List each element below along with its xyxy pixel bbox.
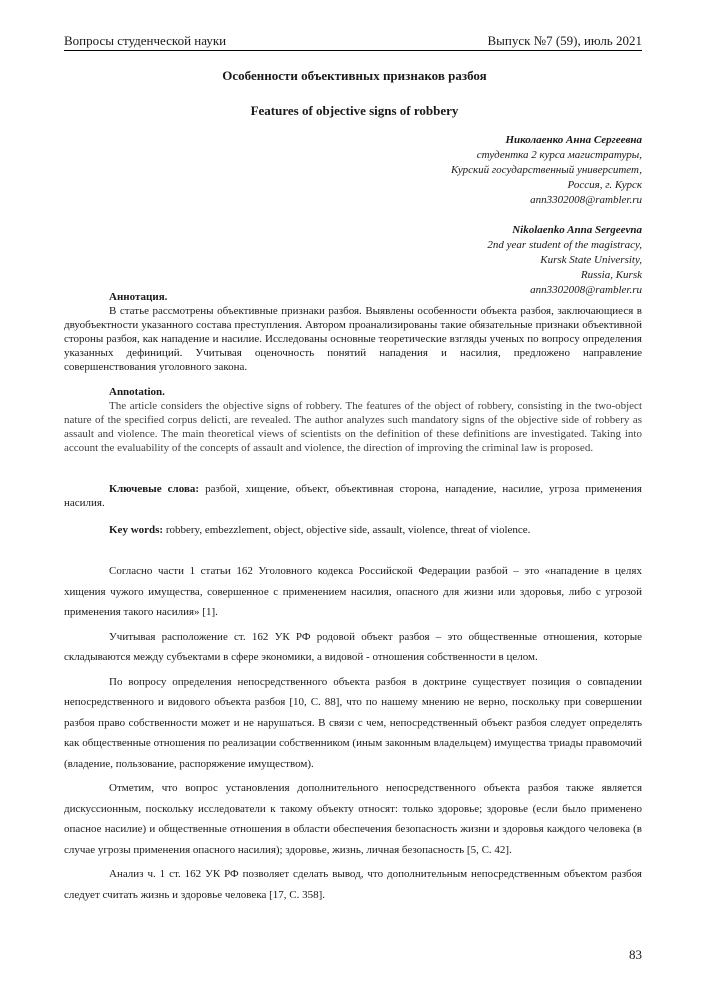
issue-info: Выпуск №7 (59), июль 2021: [487, 33, 642, 48]
author-block-ru: [451, 133, 642, 208]
abstract-en: [64, 385, 642, 455]
article-body: [64, 561, 642, 909]
abstract-heading-en: Annotation.: [109, 386, 165, 398]
keywords-text-ru: разбой, хищение, объект, объективная сторона, нападение, насилие, угроза применения насилия.: [64, 483, 642, 509]
keywords-ru: [64, 482, 642, 510]
article-title-ru: Особенности объективных признаков разбоя: [222, 68, 487, 83]
author-name-en: Nikolaenko Anna Sergeevna: [512, 224, 642, 236]
abstract-ru: [64, 290, 642, 374]
keywords-text-en: robbery, embezzlement, object, objective side, assault, violence, threat of violence.: [163, 524, 531, 536]
article-title-en: Features of objective signs of robbery: [250, 103, 459, 118]
running-header: [64, 33, 642, 51]
body-paragraph: По вопросу определения непосредственного объекта разбоя в доктрине существует позиция о совпадении непосредственного и видового объекта разбоя [10, С. 88], что по нашему мнению не верно, поскольку при совершении разбоя право собственности может и не нарушаться. В связи с чем, непосредственный объект разбоя следует определять как общественные отношения по реализации собственником (иным законным владельцем) имущества триады правомочий (владение, пользование, распоряжение имуществом).: [64, 675, 642, 770]
author-name-ru: Николаенко Анна Сергеевна: [505, 134, 642, 146]
body-paragraph: Согласно части 1 статьи 162 Уголовного кодекса Российской Федерации разбой – это «нападение в целях хищения чужого имущества, совершенное с применением насилия, опасного для жизни или здоровья, либо с угрозой применения такого насилия» [1].: [64, 565, 642, 618]
author-position-ru: студентка 2 курса магистратуры,: [476, 149, 642, 161]
keywords-label-ru: Ключевые слова:: [109, 483, 200, 495]
abstract-heading-ru: Аннотация.: [109, 291, 168, 303]
abstract-text-en: The article considers the objective signs of robbery. The features of the object of robbery, consisting in the two-object nature of the specified corpus delicti, are revealed. The author analyzes such mandatory signs of the objective side of robbery as assault and violence. The main theoretical views of scientists on the definition of these definitions are investigated. Taking into account the evaluability of the concepts of assault and violence, the direction of improving the criminal law is proposed.: [64, 400, 642, 454]
body-paragraph: Отметим, что вопрос установления дополнительного непосредственного объекта разбоя также является дискуссионным, поскольку исследователи к такому объекту относят: только здоровье; здоровье (если было применено опасное насилие) и общественные отношения в области обеспечения безопасность жизни и здоровья каждого человека (в случае угрозы применения опасного насилия); здоровье, жизнь, личная безопасность [5, С. 42].: [64, 782, 642, 856]
author-position-en: 2nd year student of the magistracy,: [487, 239, 642, 251]
body-paragraph: Учитывая расположение ст. 162 УК РФ родовой объект разбоя – это общественные отношения, которые складываются между субъектами в сфере экономики, а видовой - отношения собственности в целом.: [64, 630, 642, 663]
author-email-en: ann3302008@rambler.ru: [530, 284, 642, 296]
author-block-en: [487, 223, 642, 298]
journal-title: Вопросы студенческой науки: [64, 33, 227, 48]
page-number: 83: [629, 947, 642, 962]
body-paragraph: Анализ ч. 1 ст. 162 УК РФ позволяет сделать вывод, что дополнительным непосредственным объектом разбоя следует считать жизнь и здоровье человека [17, С. 358].: [64, 868, 642, 901]
author-email-ru: ann3302008@rambler.ru: [530, 194, 642, 206]
abstract-text-ru: В статье рассмотрены объективные признаки разбоя. Выявлены особенности объекта разбоя, заключающиеся в двуобъектности указанного состава преступления. Автором проанализированы такие обязательные признаки объективной стороны разбоя, как нападение и насилие. Исследованы основные теоретические взгляды ученых по вопросу определения указанных дефиниций. Учитывая оценочность понятий нападения и насилия, предложено направление совершенствования уголовного закона.: [64, 305, 642, 373]
author-university-en: Kursk State University,: [540, 254, 642, 266]
author-location-en: Russia, Kursk: [580, 269, 642, 281]
author-location-ru: Россия, г. Курск: [567, 179, 642, 191]
keywords-en: [64, 523, 642, 537]
author-university-ru: Курский государственный университет,: [451, 164, 642, 176]
keywords-label-en: Key words:: [109, 524, 164, 536]
